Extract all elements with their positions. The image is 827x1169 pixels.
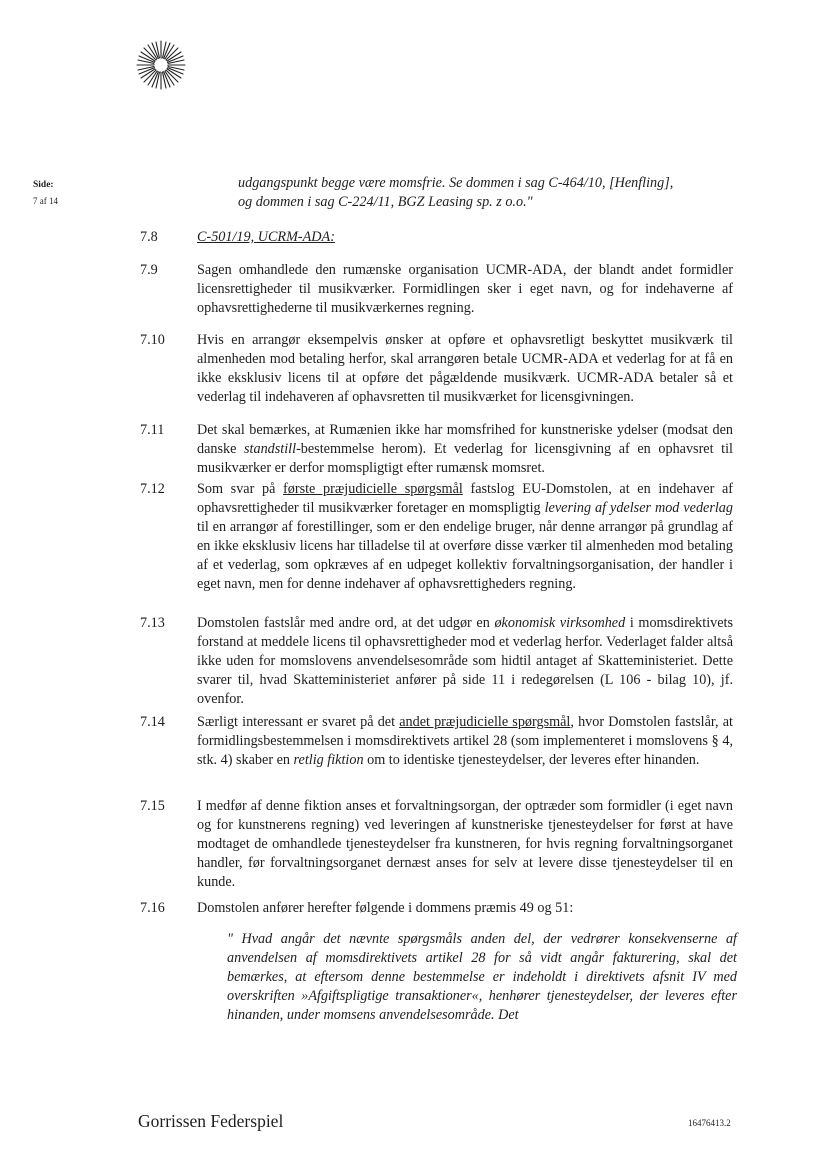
- footer-firm-name: Gorrissen Federspiel: [138, 1111, 284, 1131]
- intro-quote-ending: [238, 174, 738, 212]
- text-part: til en arrangør af forestillinger, som er den endelige bruger, når denne arrangør på grundlag af en ikke eksklusiv licens har tilladelse til at overføre disse værker til almenheden mod betaling af et vederlag, som opkræves af en udpeget kollektiv forvaltningsorganisation, der handler i eget navn, men for denne indehaver af ophavsrettigheders regning.: [197, 519, 733, 592]
- page-indicator: 7 af 14: [33, 196, 58, 206]
- section-text: [197, 480, 733, 594]
- footer-document-id: 16476413.2: [688, 1118, 731, 1128]
- text-part: fastslog EU-Domstolen, at en indehaver af ophavsrettigheder til musikværker foretager en momspligtig: [197, 481, 733, 516]
- section-text: [197, 614, 733, 709]
- section-number: 7.16: [140, 900, 165, 916]
- starburst-logo-icon: [134, 38, 188, 92]
- emphasis-legal-fiction: retlig fiktion: [293, 752, 364, 768]
- text-part: Domstolen fastslår med andre ord, at det udgør en: [197, 615, 495, 631]
- text-part: Særligt interessant er svaret på det: [197, 714, 400, 730]
- intro-line-1: udgangspunkt begge være momsfrie. Se dommen i sag C-464/10, [Henfling],: [238, 175, 674, 191]
- section-text: [197, 713, 733, 770]
- section-text: Hvis en arrangør eksempelvis ønsker at opføre et ophavsretligt beskyttet musikværk til almenheden mod betaling herfor, skal arrangøren betale UCMR-ADA et vederlag for at få en ikke eksklusiv licens til at opføre det pågældende musikværk. UCMR-ADA betaler så et vederlag til indehaveren af ophavsretten til musikværket for licensgivningen.: [197, 332, 733, 405]
- section-number: 7.10: [140, 332, 165, 348]
- section-number: 7.14: [140, 714, 165, 730]
- section-number: 7.9: [140, 262, 158, 278]
- emphasis-economic-activity: økonomisk virksomhed: [494, 615, 626, 631]
- text-part: -bestemmelse herom). Et vederlag for licensgivning af en ophavsret til musikværker er derfor momspligtigt efter rumænsk momsret.: [197, 441, 733, 476]
- section-number: 7.12: [140, 481, 165, 497]
- section-text: Domstolen anfører herefter følgende i dommens præmis 49 og 51:: [197, 900, 574, 916]
- section-number: 7.13: [140, 615, 165, 631]
- section-heading: C-501/19, UCRM-ADA:: [197, 229, 335, 245]
- judgment-quote: " Hvad angår det nævnte spørgsmåls anden del, der vedrører konsekvenserne af anvendelsen af momsdirektivets artikel 28 for så vidt angår fakturering, skal det bemærkes, at eftersom denne bestemmelse er indeholdt i direktivets afsnit IV med overskriften »Afgiftspligtige transaktioner«, henhører tjenesteydelser, der leveres efter hinanden, under momsens anvendelsesområde. Det: [227, 931, 737, 1023]
- text-part: om to identiske tjenesteydelser, der leveres efter hinanden.: [363, 752, 700, 768]
- emphasis-standstill: standstill: [244, 441, 297, 457]
- section-number: 7.15: [140, 798, 165, 814]
- section-text: Sagen omhandlede den rumænske organisation UCMR-ADA, der blandt andet formidler licensrettigheder til musikværker. Formidlingen sker i eget navn, og for indehaverne af ophavsrettighederne til musikværkernes regning.: [197, 262, 733, 316]
- side-label: Side:: [33, 180, 54, 190]
- text-part: , hvor Domstolen fastslår, at formidlingsbestemmelsen i momsdirektivets artikel 28 (som implementeret i momslovens § 4, stk. 4) skaber en: [197, 714, 733, 768]
- section-text: I medfør af denne fiktion anses et forvaltningsorgan, der optræder som formidler (i eget navn og for kunstnerens regning) ved leveringen af kunstneriske tjenesteydelser for først at have modtaget de omhandlede tjenesteydelser fra kunstneren, for hvis regning forvaltningsorganet handler, før forvaltningsorganet dernæst anses for selv at levere disse tjenesteydelser til en kunde.: [197, 798, 733, 890]
- text-part: Som svar på: [197, 481, 284, 497]
- emphasis-levering: levering af ydelser mod vederlag: [544, 500, 733, 516]
- section-text: [197, 421, 733, 478]
- intro-line-2: og dommen i sag C-224/11, BGZ Leasing sp. z o.o.": [238, 194, 533, 210]
- link-second-question[interactable]: andet præjudicielle spørgsmål: [399, 714, 571, 730]
- text-part: i momsdirektivets forstand at meddele licens til ophavsrettigheder mod et vederlag herfor. Vederlaget falder altså ikke uden for momslovens anvendelsesområde som hidtil antaget af Skatteministeriet. Dette svarer til, hvad Skatteministeriet anfører på side 11 i redegørelsen (L 106 - bilag 10), jf. ovenfor.: [197, 615, 733, 707]
- link-first-question[interactable]: første præjudicielle spørgsmål: [283, 481, 463, 497]
- section-number: 7.11: [140, 422, 165, 438]
- section-number: 7.8: [140, 229, 158, 245]
- text-part: Det skal bemærkes, at Rumænien ikke har momsfrihed for kunstneriske ydelser (modsat den danske: [197, 422, 733, 457]
